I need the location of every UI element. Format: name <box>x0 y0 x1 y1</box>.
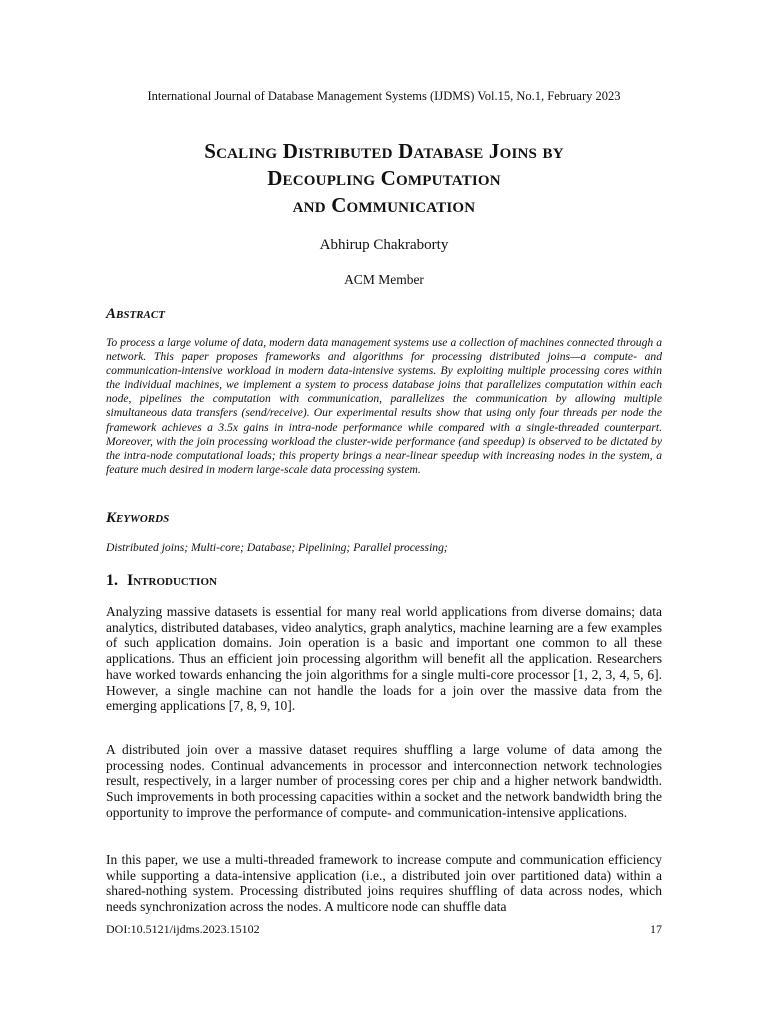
title-line: Decoupling Computation <box>267 166 501 190</box>
keywords-heading: Keywords <box>106 510 170 526</box>
abstract-text: To process a large volume of data, modern data management systems use a collection of machines connected through a network. This paper proposes frameworks and algorithms for processing distributed joins—a compute- and communication-intensive workload in modern data-intensive systems. By exploiting multiple processing cores within the individual machines, we implement a system to process database joins that parallelizes computation within each node, pipelines the computation with communication, parallelizes the communication by allowing multiple simultaneous data transfers (send/receive). Our experimental results show that using only four threads per node the framework achieves a 3.5x gains in intra-node performance while compared with a single-threaded counterpart. Moreover, with the join processing workload the cluster-wide performance (and speedup) is observed to be dictated by the intra-node computational loads; this property brings a near-linear speedup with increasing nodes in the system, a feature much desired in modern large-scale data processing system. <box>106 336 662 476</box>
title-line: Scaling Distributed Database Joins by <box>204 139 564 163</box>
body-paragraph: A distributed join over a massive dataset requires shuffling a large volume of data among the processing nodes. Continual advancements in processor and interconnection network technologies result, respectively, in a larger number of processing cores per chip and a higher network bandwidth. Such improvements in both processing capacities within a socket and the network bandwidth bring the opportunity to improve the performance of compute- and communication-intensive applications. <box>106 742 662 820</box>
body-paragraph: Analyzing massive datasets is essential for many real world applications from diverse domains; data analytics, distributed databases, video analytics, graph analytics, machine learning are a few examples of such application domains. Join operation is a basic and important one common to all these applications. Thus an efficient join processing algorithm will benefit all the application. Researchers have worked towards enhancing the join algorithms for a single multi-core processor [1, 2, 3, 4, 5, 6]. However, a single machine can not handle the loads for a join over the massive data from the emerging applications [7, 8, 9, 10]. <box>106 604 662 714</box>
section-title: Introduction <box>127 572 217 589</box>
page-number: 17 <box>650 922 662 936</box>
footer-doi: DOI:10.5121/ijdms.2023.15102 <box>106 922 260 936</box>
introduction-heading <box>106 571 217 591</box>
paper-title <box>0 138 768 219</box>
journal-header: International Journal of Database Management Systems (IJDMS) Vol.15, No.1, February 2023 <box>147 89 621 103</box>
section-number: 1. <box>106 572 118 589</box>
title-line: and Communication <box>292 193 476 217</box>
keywords-text: Distributed joins; Multi-core; Database; Pipelining; Parallel processing; <box>106 541 448 554</box>
body-paragraph: In this paper, we use a multi-threaded framework to increase compute and communication efficiency while supporting a data-intensive application (i.e., a distributed join over partitioned data) within a shared-nothing system. Processing distributed joins requires shuffling of data across nodes, which needs synchronization across the nodes. A multicore node can shuffle data <box>106 852 662 915</box>
author-name: Abhirup Chakraborty <box>319 237 449 253</box>
abstract-heading: Abstract <box>106 306 165 322</box>
author-affiliation: ACM Member <box>344 272 424 287</box>
